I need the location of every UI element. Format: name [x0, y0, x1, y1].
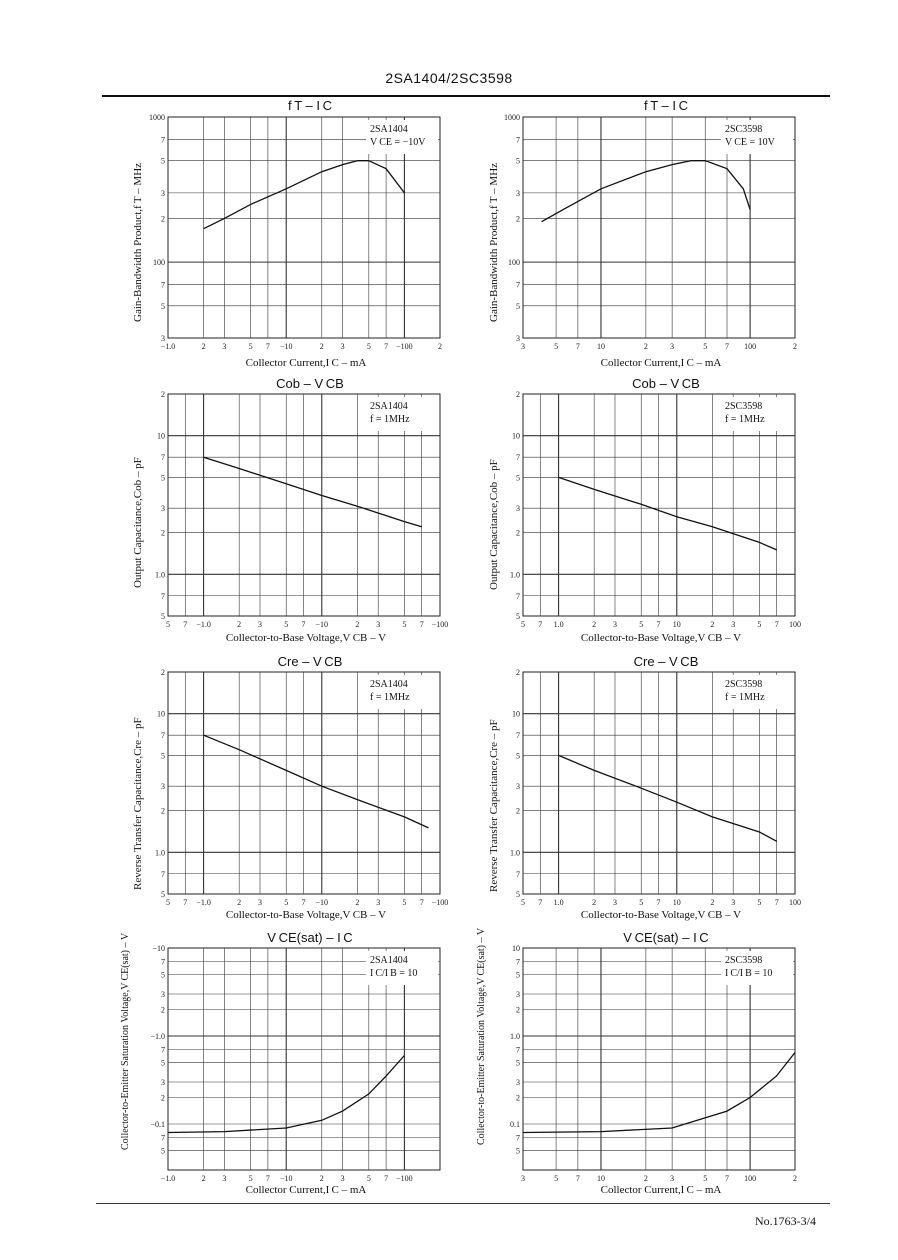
- x-tick-label: 5: [248, 1174, 253, 1183]
- y-axis-title: Gain-Bandwidth Product,f T – MHz: [132, 162, 144, 322]
- x-tick-label: 7: [183, 620, 188, 629]
- x-tick-label: 3: [257, 620, 262, 629]
- y-tick-label: 7: [516, 135, 520, 145]
- x-axis-title: Collector Current,I C – mA: [600, 1184, 722, 1196]
- y-tick-label: 7: [161, 135, 165, 145]
- y-axis-title: Collector-to-Emitter Saturation Voltage,V CE(sat) – V: [476, 927, 487, 1145]
- x-tick-label: 5: [166, 620, 170, 629]
- y-axis-title: Reverse Transfer Capacitance,Cre – pF: [132, 717, 144, 890]
- y-tick-label: 2: [516, 806, 520, 816]
- y-tick-label: 7: [161, 869, 165, 879]
- y-tick-label: 7: [161, 1133, 165, 1143]
- legend-line: 2SA1404: [370, 401, 408, 412]
- x-tick-label: 2: [710, 620, 715, 629]
- y-tick-label: 2: [161, 1093, 165, 1103]
- x-tick-label: 3: [521, 342, 525, 351]
- page-number: No.1763-3/4: [755, 1214, 816, 1228]
- x-tick-label: 3: [222, 342, 227, 351]
- x-tick-label: 10: [596, 342, 605, 351]
- legend-line: f = 1MHz: [725, 414, 765, 425]
- y-tick-label: 5: [516, 301, 520, 311]
- y-tick-label: 7: [516, 591, 520, 601]
- x-tick-label: 2: [237, 898, 242, 907]
- series-line: [523, 1053, 795, 1133]
- y-tick-label: 1.0: [510, 1031, 520, 1041]
- y-tick-label: 1000: [504, 113, 520, 122]
- y-tick-label: 3: [161, 334, 165, 343]
- x-tick-label: 100: [789, 898, 801, 907]
- y-tick-label: 0.1: [510, 1119, 520, 1129]
- x-tick-label: 2: [201, 1174, 206, 1183]
- x-tick-label: 1.0: [553, 620, 564, 629]
- x-tick-label: 7: [538, 898, 543, 907]
- x-tick-label: 2: [710, 898, 715, 907]
- legend-line: 2SC3598: [725, 679, 763, 690]
- x-tick-label: 3: [340, 342, 345, 351]
- chart-title: f T – I C: [288, 98, 332, 113]
- x-tick-label: 7: [419, 620, 424, 629]
- legend-line: 2SC3598: [725, 124, 763, 135]
- y-tick-label: 10: [512, 944, 520, 953]
- y-tick-label: 7: [516, 1045, 520, 1055]
- x-tick-label: −10: [315, 620, 329, 629]
- x-tick-label: 100: [744, 342, 757, 351]
- y-tick-label: 3: [516, 504, 520, 514]
- x-tick-label: 5: [402, 620, 407, 629]
- legend-line: 2SA1404: [370, 955, 408, 966]
- x-tick-label: 3: [521, 1174, 525, 1183]
- chart-title: V CE(sat) – I C: [623, 930, 709, 945]
- series-line: [559, 477, 777, 550]
- x-tick-label: 5: [284, 620, 289, 629]
- y-tick-label: 1.0: [510, 570, 520, 580]
- x-tick-label: 5: [554, 1174, 559, 1183]
- x-tick-label: 7: [265, 1174, 270, 1183]
- x-tick-label: −10: [279, 1174, 293, 1183]
- y-tick-label: 5: [161, 1146, 165, 1156]
- x-tick-label: 5: [402, 898, 407, 907]
- x-tick-label: 7: [384, 1174, 389, 1183]
- x-tick-label: 2: [355, 620, 360, 629]
- x-tick-label: 7: [575, 342, 580, 351]
- y-tick-label: 5: [516, 473, 520, 483]
- x-tick-label: 5: [703, 1174, 708, 1183]
- y-tick-label: 5: [161, 970, 165, 980]
- y-tick-label: 3: [516, 334, 520, 343]
- x-tick-label: 7: [183, 898, 188, 907]
- y-tick-label: 5: [516, 1058, 520, 1068]
- x-tick-label: 5: [639, 620, 644, 629]
- x-tick-label: 2: [793, 1174, 797, 1183]
- x-tick-label: 5: [284, 898, 289, 907]
- y-tick-label: 2: [516, 528, 520, 538]
- y-tick-label: 3: [161, 782, 165, 792]
- chart-c7: [150, 943, 455, 1185]
- x-tick-label: 7: [656, 898, 661, 907]
- y-tick-label: −10: [152, 944, 165, 953]
- y-tick-label: 10: [157, 709, 165, 719]
- x-axis-title: Collector-to-Base Voltage,V CB – V: [580, 909, 742, 921]
- y-tick-label: 100: [153, 258, 165, 268]
- chart-title: V CE(sat) – I C: [267, 930, 353, 945]
- y-tick-label: 3: [516, 990, 520, 1000]
- y-tick-label: 5: [516, 751, 520, 761]
- chart-title: Cob – V CB: [632, 376, 700, 391]
- y-tick-label: 7: [516, 869, 520, 879]
- y-tick-label: 10: [157, 431, 165, 441]
- y-tick-label: 7: [161, 591, 165, 601]
- x-tick-label: 5: [248, 342, 253, 351]
- y-tick-label: 5: [161, 156, 165, 166]
- y-tick-label: 2: [161, 390, 165, 399]
- x-tick-label: 2: [643, 1174, 648, 1183]
- x-tick-label: 3: [731, 898, 736, 907]
- y-tick-label: 5: [516, 1146, 520, 1156]
- x-tick-label: 7: [725, 1174, 730, 1183]
- legend-line: 2SA1404: [370, 124, 408, 135]
- y-tick-label: 5: [516, 970, 520, 980]
- chart-title: Cre – V CB: [633, 654, 699, 669]
- x-axis-title: Collector Current,I C – mA: [245, 357, 367, 369]
- y-tick-label: 2: [161, 214, 165, 224]
- y-tick-label: 3: [161, 1078, 165, 1088]
- legend-line: f = 1MHz: [370, 414, 410, 425]
- y-tick-label: 5: [161, 890, 165, 899]
- x-tick-label: −100: [431, 620, 449, 629]
- x-tick-label: 100: [789, 620, 801, 629]
- y-tick-label: 2: [516, 1093, 520, 1103]
- y-tick-label: 3: [161, 990, 165, 1000]
- x-tick-label: 5: [521, 898, 525, 907]
- x-tick-label: 5: [166, 898, 170, 907]
- y-tick-label: 5: [516, 890, 520, 899]
- x-tick-label: 5: [703, 342, 708, 351]
- series-line: [559, 755, 777, 841]
- y-tick-label: 5: [161, 301, 165, 311]
- y-tick-label: 5: [161, 1058, 165, 1068]
- y-tick-label: 1000: [149, 113, 165, 122]
- x-tick-label: 1.0: [553, 898, 564, 907]
- y-tick-label: 7: [161, 1045, 165, 1055]
- y-tick-label: 7: [516, 280, 520, 290]
- y-tick-label: 7: [516, 453, 520, 463]
- header-rule: [102, 95, 830, 97]
- x-tick-label: 2: [592, 620, 597, 629]
- x-tick-label: 7: [301, 620, 306, 629]
- legend-line: 2SC3598: [725, 401, 763, 412]
- x-tick-label: −100: [396, 342, 413, 351]
- x-tick-label: 3: [376, 620, 381, 629]
- y-tick-label: 3: [516, 1078, 520, 1088]
- x-tick-label: 5: [639, 898, 644, 907]
- y-tick-label: 5: [516, 156, 520, 166]
- legend-line: 2SA1404: [370, 679, 408, 690]
- chart-c6: [508, 667, 810, 909]
- x-tick-label: 3: [670, 1174, 675, 1183]
- y-tick-label: 3: [161, 504, 165, 514]
- x-tick-label: 3: [376, 898, 381, 907]
- x-tick-label: 7: [538, 620, 543, 629]
- y-tick-label: 7: [516, 1133, 520, 1143]
- chart-title: Cob – V CB: [276, 376, 344, 391]
- x-tick-label: 7: [774, 620, 779, 629]
- page-header-title: 2SA1404/2SC3598: [385, 70, 513, 86]
- x-axis-title: Collector-to-Base Voltage,V CB – V: [225, 909, 387, 921]
- x-tick-label: 10: [596, 1174, 605, 1183]
- x-tick-label: 2: [793, 342, 797, 351]
- x-tick-label: 3: [612, 898, 617, 907]
- y-tick-label: −1.0: [150, 1031, 165, 1041]
- y-tick-label: 1.0: [510, 848, 520, 858]
- chart-c3: [153, 389, 455, 631]
- x-tick-label: 2: [319, 342, 324, 351]
- series-line: [204, 457, 422, 527]
- y-tick-label: 2: [161, 806, 165, 816]
- y-tick-label: 5: [161, 751, 165, 761]
- y-axis-title: Reverse Transfer Capacitance,Cre – pF: [488, 719, 500, 892]
- y-tick-label: 2: [516, 214, 520, 224]
- y-tick-label: 2: [516, 390, 520, 399]
- x-tick-label: 7: [725, 342, 730, 351]
- y-tick-label: 3: [516, 782, 520, 792]
- legend-line: V CE = −10V: [370, 137, 426, 148]
- x-tick-label: 3: [222, 1174, 227, 1183]
- x-tick-label: −1.0: [160, 342, 176, 351]
- y-tick-label: 5: [161, 473, 165, 483]
- x-tick-label: −1.0: [160, 1174, 176, 1183]
- x-tick-label: 3: [731, 620, 736, 629]
- legend-line: V CE = 10V: [725, 137, 775, 148]
- x-tick-label: −1.0: [196, 620, 211, 629]
- y-axis-title: Output Capacitance,Cob – pF: [132, 457, 144, 588]
- x-tick-label: 5: [554, 342, 559, 351]
- y-tick-label: 100: [508, 258, 520, 268]
- legend-line: I C/I B = 10: [370, 968, 418, 979]
- y-tick-label: 2: [516, 1005, 520, 1015]
- y-tick-label: 5: [161, 612, 165, 621]
- y-tick-label: 2: [161, 1005, 165, 1015]
- x-tick-label: −10: [279, 342, 293, 351]
- x-tick-label: −100: [431, 898, 449, 907]
- y-tick-label: 1.0: [155, 848, 165, 858]
- chart-c4: [508, 389, 810, 631]
- chart-title: f T – I C: [644, 98, 688, 113]
- chart-c2: [504, 112, 810, 353]
- legend-line: f = 1MHz: [370, 692, 410, 703]
- footer-rule: [96, 1203, 830, 1204]
- y-tick-label: 10: [512, 431, 520, 441]
- y-tick-label: 7: [161, 280, 165, 290]
- x-tick-label: 3: [340, 1174, 345, 1183]
- x-tick-label: 5: [757, 898, 762, 907]
- x-tick-label: 7: [384, 342, 389, 351]
- y-tick-label: 5: [516, 612, 520, 621]
- x-tick-label: 5: [366, 1174, 371, 1183]
- y-tick-label: 1.0: [155, 570, 165, 580]
- y-axis-title: Collector-to-Emitter Saturation Voltage,V CE(sat) – V: [120, 932, 131, 1150]
- x-tick-label: 3: [612, 620, 617, 629]
- x-tick-label: 2: [201, 342, 206, 351]
- x-tick-label: 2: [592, 898, 597, 907]
- x-tick-label: 2: [355, 898, 360, 907]
- chart-c1: [149, 112, 455, 353]
- x-tick-label: 3: [670, 342, 675, 351]
- x-tick-label: −1.0: [196, 898, 211, 907]
- chart-c8: [508, 943, 810, 1185]
- y-tick-label: 7: [161, 957, 165, 967]
- x-tick-label: 3: [257, 898, 262, 907]
- y-tick-label: 7: [161, 731, 165, 741]
- x-tick-label: 10: [672, 620, 681, 629]
- chart-title: Cre – V CB: [277, 654, 343, 669]
- legend-line: 2SC3598: [725, 955, 763, 966]
- y-tick-label: 2: [161, 528, 165, 538]
- x-tick-label: −100: [396, 1174, 413, 1183]
- y-tick-label: 10: [512, 709, 520, 719]
- x-tick-label: 5: [757, 620, 762, 629]
- y-tick-label: 3: [516, 188, 520, 198]
- y-tick-label: 2: [161, 668, 165, 677]
- x-tick-label: 7: [419, 898, 424, 907]
- y-tick-label: 7: [516, 957, 520, 967]
- x-tick-label: 10: [672, 898, 681, 907]
- x-tick-label: 5: [521, 620, 525, 629]
- y-tick-label: 7: [516, 731, 520, 741]
- x-tick-label: 2: [438, 342, 442, 351]
- x-tick-label: 100: [744, 1174, 757, 1183]
- x-tick-label: 2: [319, 1174, 324, 1183]
- x-tick-label: 5: [366, 342, 371, 351]
- x-axis-title: Collector Current,I C – mA: [245, 1184, 367, 1196]
- x-tick-label: 2: [237, 620, 242, 629]
- x-axis-title: Collector Current,I C – mA: [600, 357, 722, 369]
- y-axis-title: Gain-Bandwidth Product,f T – MHz: [488, 162, 500, 322]
- x-tick-label: 7: [774, 898, 779, 907]
- legend-line: f = 1MHz: [725, 692, 765, 703]
- legend-line: I C/I B = 10: [725, 968, 773, 979]
- x-tick-label: 7: [301, 898, 306, 907]
- y-tick-label: 3: [161, 188, 165, 198]
- x-axis-title: Collector-to-Base Voltage,V CB – V: [225, 632, 387, 644]
- x-axis-title: Collector-to-Base Voltage,V CB – V: [580, 632, 742, 644]
- chart-c5: [153, 667, 455, 909]
- series-line: [204, 735, 429, 828]
- x-tick-label: 7: [656, 620, 661, 629]
- y-tick-label: 2: [516, 668, 520, 677]
- x-tick-label: −10: [315, 898, 329, 907]
- x-tick-label: 7: [575, 1174, 580, 1183]
- y-tick-label: −0.1: [150, 1119, 165, 1129]
- y-tick-label: 7: [161, 453, 165, 463]
- x-tick-label: 7: [265, 342, 270, 351]
- x-tick-label: 2: [643, 342, 648, 351]
- y-axis-title: Output Capacitance,Cob – pF: [488, 459, 500, 590]
